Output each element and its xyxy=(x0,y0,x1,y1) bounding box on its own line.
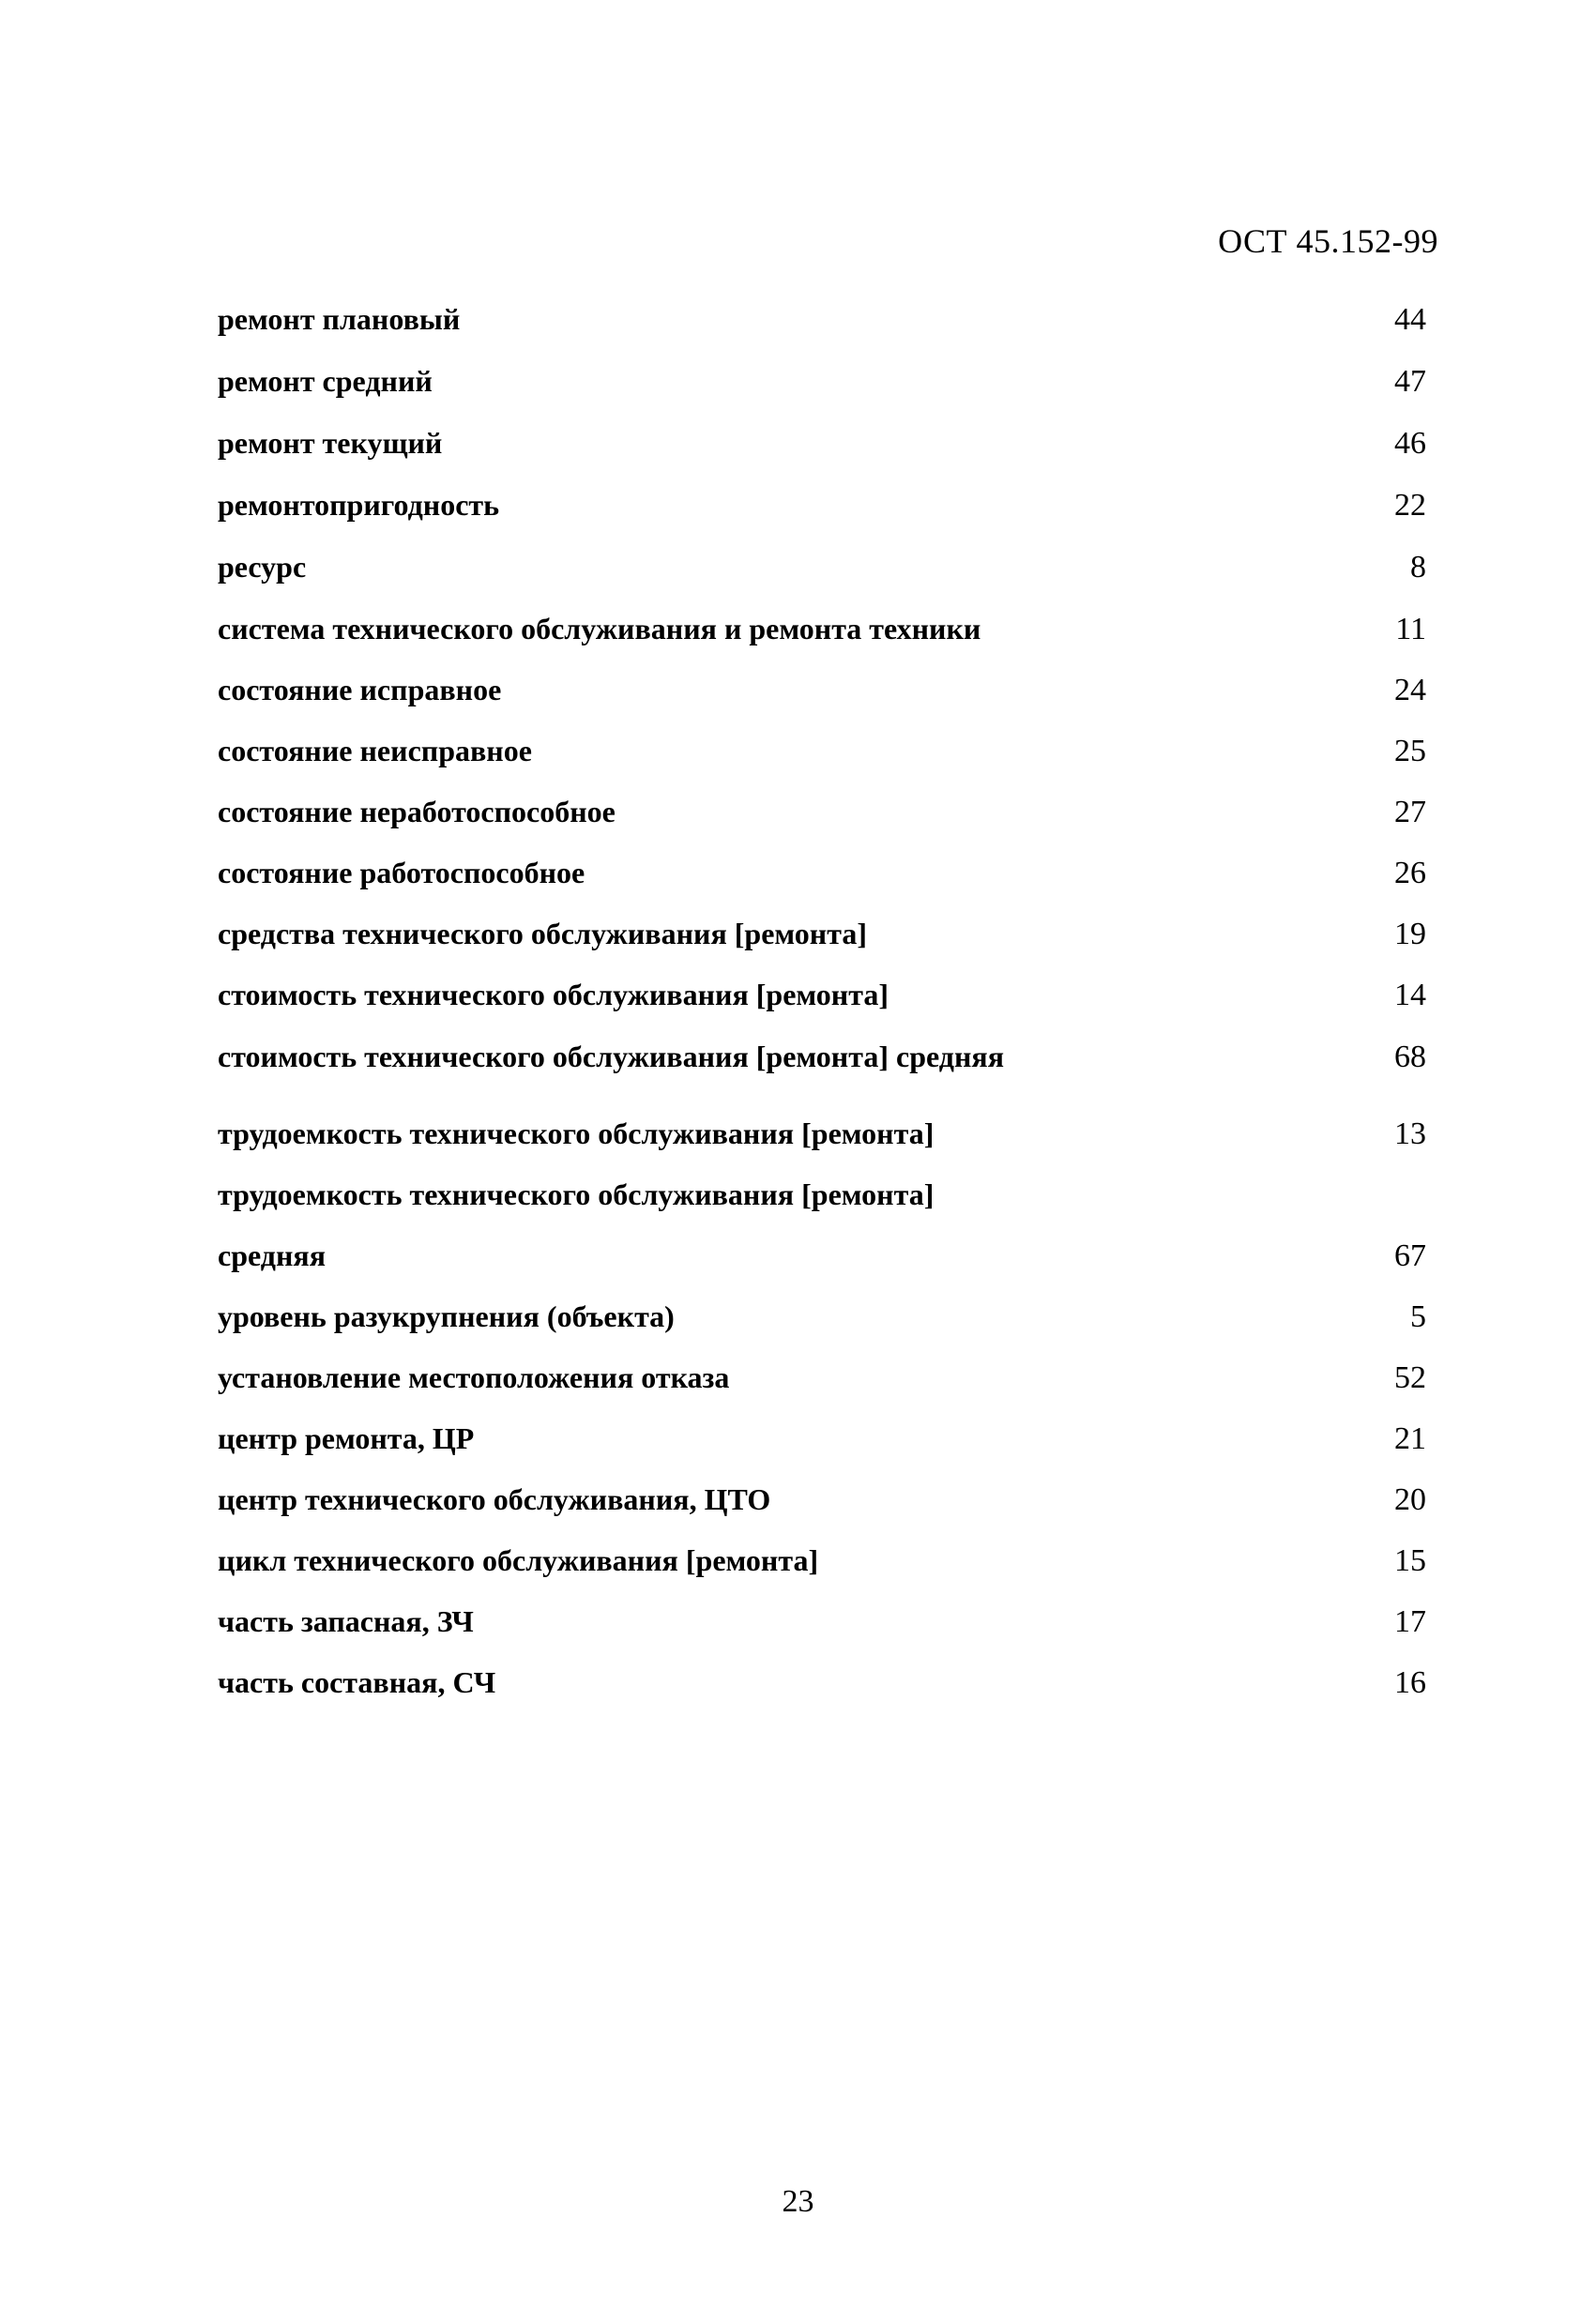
index-entry xyxy=(218,302,1426,343)
index-entry xyxy=(218,426,1426,467)
index-entry xyxy=(218,1040,1426,1081)
index-term: ресурс xyxy=(218,550,307,584)
index-entry xyxy=(218,550,1426,591)
index-entry xyxy=(218,978,1426,1019)
index-term: стоимость технического обслуживания [ремонта] средняя xyxy=(218,1040,1005,1073)
index-page-ref: 52 xyxy=(1394,1360,1426,1395)
index-term: установление местоположения отказа xyxy=(218,1360,730,1394)
index-page-ref: 17 xyxy=(1394,1604,1426,1639)
index-page-ref: 24 xyxy=(1394,673,1426,707)
index-term: система технического обслуживания и ремонта техники xyxy=(218,612,981,645)
index-page-ref: 20 xyxy=(1394,1482,1426,1517)
index-term: ремонт средний xyxy=(218,364,433,398)
index-entry xyxy=(218,673,1426,714)
index-term: трудоемкость технического обслуживания [ремонта] xyxy=(218,1116,935,1150)
index-term: часть запасная, ЗЧ xyxy=(218,1604,474,1638)
index-term: ремонт плановый xyxy=(218,302,461,336)
index-entry xyxy=(218,1177,1426,1219)
index-page-ref: 22 xyxy=(1394,488,1426,523)
index-term: состояние неработоспособное xyxy=(218,795,616,828)
index-entry xyxy=(218,856,1426,897)
index-entry xyxy=(218,734,1426,775)
index-page-ref: 8 xyxy=(1410,550,1426,585)
index-entry xyxy=(218,364,1426,405)
index-entry xyxy=(218,1543,1426,1585)
index-page-ref: 25 xyxy=(1394,734,1426,768)
index-term: ремонтопригодность xyxy=(218,488,500,522)
index-term: часть составная, СЧ xyxy=(218,1665,496,1699)
index-page-ref: 21 xyxy=(1394,1421,1426,1456)
index-term: центр ремонта, ЦР xyxy=(218,1421,475,1455)
index-entry xyxy=(218,1360,1426,1402)
index-page-ref: 15 xyxy=(1394,1543,1426,1578)
index-entry xyxy=(218,917,1426,958)
index-page-ref: 47 xyxy=(1394,364,1426,399)
index-page-ref: 11 xyxy=(1395,612,1426,646)
index-entry xyxy=(218,1665,1426,1707)
index-page-ref: 68 xyxy=(1394,1040,1426,1074)
index-entry xyxy=(218,1238,1426,1280)
index-entry xyxy=(218,1604,1426,1646)
index-term: состояние работоспособное xyxy=(218,856,585,889)
index-page-ref: 67 xyxy=(1394,1238,1426,1273)
document-code: ОСТ 45.152-99 xyxy=(1218,222,1438,260)
index-entry xyxy=(218,1421,1426,1463)
page-number: 23 xyxy=(782,2184,814,2219)
index-term: ремонт текущий xyxy=(218,426,443,460)
index-term: средства технического обслуживания [ремонта] xyxy=(218,917,867,950)
index-term: центр технического обслуживания, ЦТО xyxy=(218,1482,771,1516)
index-entry xyxy=(218,1116,1426,1158)
index-term: состояние исправное xyxy=(218,673,502,706)
index-page-ref: 19 xyxy=(1394,917,1426,951)
index-entry xyxy=(218,1299,1426,1341)
index-page-ref: 14 xyxy=(1394,978,1426,1012)
index-page-ref: 16 xyxy=(1394,1665,1426,1700)
index-entry xyxy=(218,612,1426,653)
index-entry xyxy=(218,795,1426,836)
index-term: трудоемкость технического обслуживания [ремонта] xyxy=(218,1177,935,1211)
index-page-ref: 5 xyxy=(1410,1299,1426,1334)
index-term: стоимость технического обслуживания [ремонта] xyxy=(218,978,889,1011)
index-page-ref: 13 xyxy=(1394,1116,1426,1151)
index-term: состояние неисправное xyxy=(218,734,532,767)
index-page-ref: 46 xyxy=(1394,426,1426,461)
index-page-ref: 44 xyxy=(1394,302,1426,337)
index-term: уровень разукрупнения (объекта) xyxy=(218,1299,675,1333)
index-term: цикл технического обслуживания [ремонта] xyxy=(218,1543,819,1577)
index-term: средняя xyxy=(218,1238,327,1272)
index-entry xyxy=(218,488,1426,529)
index-page-ref: 27 xyxy=(1394,795,1426,829)
index-entry xyxy=(218,1482,1426,1524)
index-page-ref: 26 xyxy=(1394,856,1426,890)
